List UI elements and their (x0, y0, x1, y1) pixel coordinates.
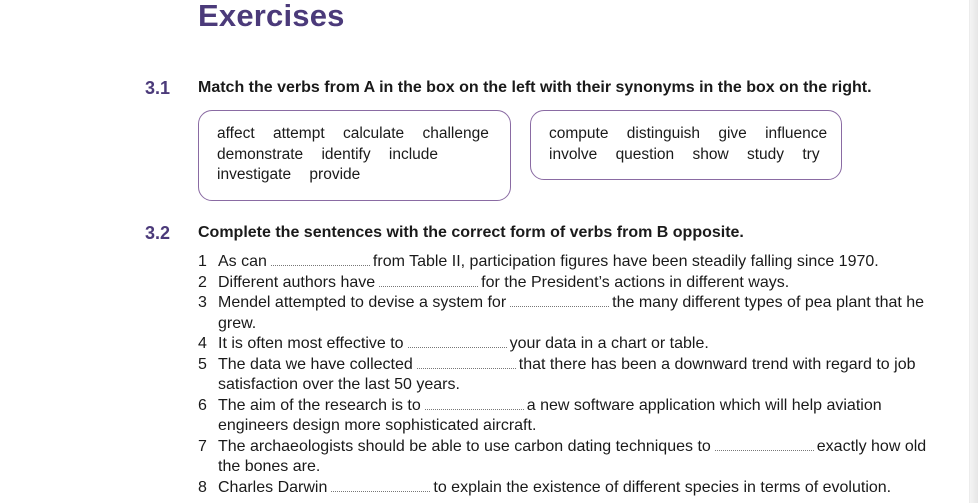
sentence-text-after: exactly how old the bones are. (218, 437, 927, 475)
sentence-item (198, 293, 938, 334)
sentence-text-after: from Table II, participation figures have been steadily falling since 1970. (372, 253, 879, 270)
sentence-text-after: that there has been a downward trend with regard to job satisfaction over the last 50 years. (218, 355, 916, 393)
sentence-item (198, 355, 938, 396)
word-item: compute (549, 125, 609, 142)
word-box-row (217, 145, 492, 166)
word-item: influence (765, 125, 828, 142)
exercise-instruction-3-1: Match the verbs from A in the box on the left with their synonyms in the box on the right. (198, 79, 872, 96)
word-box-row (217, 165, 492, 186)
word-item: involve (549, 145, 598, 163)
word-item: try (802, 145, 820, 163)
word-item: identify (321, 145, 371, 163)
sentence-item (198, 396, 938, 437)
sentence-text-before: The archaeologists should be able to use carbon dating techniques to (218, 437, 711, 455)
sentence-text-before: Different authors have (218, 273, 376, 291)
sentence-text-before: The data we have collected (218, 355, 413, 373)
sentence-text-after: to explain the existence of different species in terms of evolution. (433, 478, 892, 496)
sentence-item (198, 273, 938, 294)
sentence-number: 7 (198, 437, 207, 455)
word-item: give (718, 125, 747, 142)
page-title: Exercises (198, 0, 345, 33)
word-box-left (198, 110, 511, 201)
sentence-text-before: Mendel attempted to devise a system for (218, 294, 507, 311)
exercise-number-3-1: 3.1 (145, 78, 171, 98)
word-item: affect (217, 125, 255, 142)
answer-blank[interactable] (715, 438, 814, 451)
word-item: distinguish (626, 125, 701, 142)
answer-blank[interactable] (379, 274, 478, 287)
sentence-item (198, 478, 938, 499)
sentence-item (198, 334, 938, 355)
sentence-number: 8 (198, 478, 207, 496)
sentence-text-before: Charles Darwin (218, 478, 328, 496)
sentence-text-after: the many different types of pea plant that he grew. (218, 294, 925, 332)
word-item: attempt (272, 125, 325, 142)
exercise-instruction-3-2: Complete the sentences with the correct form of verbs from B opposite. (198, 224, 744, 241)
word-item: demonstrate (217, 145, 304, 163)
sentence-list (198, 252, 938, 498)
answer-blank[interactable] (510, 294, 609, 307)
answer-blank[interactable] (271, 253, 370, 266)
answer-blank[interactable] (417, 356, 516, 369)
word-box-row (549, 145, 823, 166)
word-item: investigate (217, 166, 292, 183)
word-item: provide (309, 166, 361, 183)
word-item: calculate (342, 125, 405, 142)
word-item: question (615, 145, 675, 163)
sentence-text-before: As can (218, 253, 267, 270)
word-item: challenge (422, 125, 489, 142)
answer-blank[interactable] (408, 335, 507, 348)
sentence-text-before: It is often most effective to (218, 335, 404, 352)
word-box-right (530, 110, 842, 180)
sentence-number: 6 (198, 396, 207, 414)
sentence-number: 3 (198, 294, 207, 311)
exercise-number-3-2: 3.2 (145, 223, 171, 243)
word-box-row (549, 124, 828, 145)
sentence-number: 4 (198, 335, 207, 352)
sentence-item (198, 252, 938, 273)
answer-blank[interactable] (425, 397, 524, 410)
sentence-text-after: a new software application which will help aviation engineers design more sophisticated aircraft. (218, 396, 882, 434)
sentence-text-after: for the President’s actions in different ways. (481, 273, 790, 291)
sentence-number: 1 (198, 253, 207, 270)
sentence-number: 2 (198, 273, 207, 291)
sentence-text-before: The aim of the research is to (218, 396, 421, 414)
sentence-item (198, 437, 938, 478)
sentence-number: 5 (198, 355, 207, 373)
word-item: include (388, 145, 439, 163)
word-item: show (692, 145, 729, 163)
word-item: study (746, 145, 785, 163)
page-edge (969, 0, 978, 503)
sentence-text-after: your data in a chart or table. (509, 335, 709, 352)
word-box-row (217, 124, 492, 145)
answer-blank[interactable] (331, 479, 430, 492)
